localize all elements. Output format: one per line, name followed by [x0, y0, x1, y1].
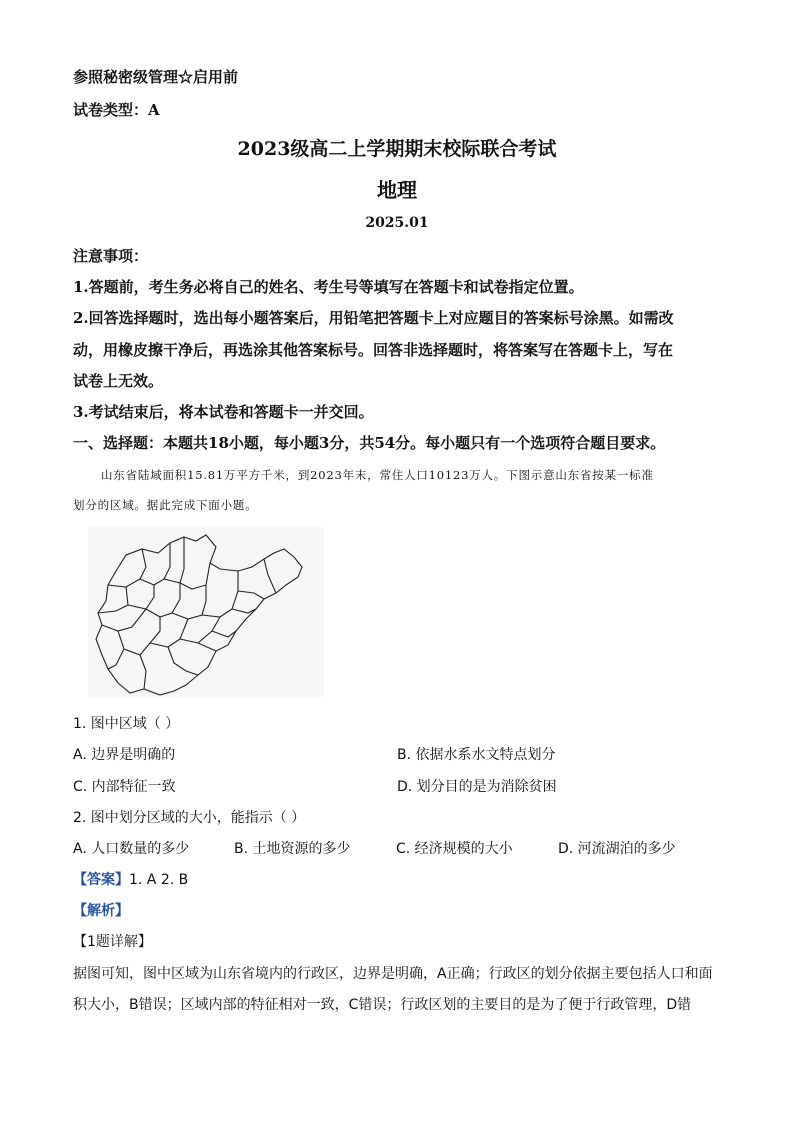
analysis-tag: 【解析】 — [73, 903, 129, 919]
analysis-detail-tag: 【1题详解】 — [73, 934, 152, 950]
answer-line — [73, 869, 188, 889]
q1-option-c[interactable]: C. 内部特征一致 — [73, 779, 176, 795]
q1-option-d[interactable]: D. 划分目的是为消除贫困 — [397, 779, 557, 795]
notice-item-2-line-2: 动，用橡皮擦干净后，再选涂其他答案标号。回答非选择题时，将答案写在答题卡上，写在 — [73, 341, 674, 359]
subject-title: 地理 — [377, 178, 417, 202]
section-heading: 一、选择题：本题共18小题，每小题3分，共54分。每小题只有一个选项符合题目要求。 — [73, 434, 666, 452]
q1-option-a[interactable]: A. 边界是明确的 — [73, 747, 176, 763]
notice-item-1: 1.答题前，考生务必将自己的姓名、考生号等填写在答题卡和试卷指定位置。 — [73, 278, 584, 296]
q1-option-b[interactable]: B. 依据水系水文特点划分 — [397, 747, 556, 763]
shandong-region-map — [88, 527, 324, 697]
secret-level: 参照秘密级管理☆启用前 — [73, 68, 239, 86]
q2-option-d[interactable]: D. 河流湖泊的多少 — [558, 841, 676, 857]
material-line-1: 山东省陆域面积15.81万平方千米，到2023年末，常住人口10123万人。下图示意山东省按某一标准 — [101, 468, 654, 482]
analysis-line-1: 据图可知，图中区域为山东省境内的行政区，边界是明确，A正确；行政区的划分依据主要包括人口和面 — [73, 966, 713, 982]
answer-text: 1. A 2. B — [129, 872, 189, 888]
q2-option-c[interactable]: C. 经济规模的大小 — [396, 841, 513, 857]
analysis-line-2: 积大小，B错误；区域内部的特征相对一致，C错误；行政区划的主要目的是为了便于行政管理，D错 — [73, 997, 692, 1013]
notice-item-2-line-3: 试卷上无效。 — [73, 372, 164, 390]
question-1-stem: 1. 图中区域（ ） — [73, 716, 180, 732]
exam-title: 2023级高二上学期期末校际联合考试 — [237, 138, 557, 160]
answer-tag: 【答案】 — [73, 872, 129, 888]
paper-type: 试卷类型：A — [73, 101, 160, 119]
notice-heading: 注意事项： — [73, 247, 149, 265]
q2-option-b[interactable]: B. 土地资源的多少 — [234, 841, 351, 857]
question-2-stem: 2. 图中划分区域的大小，能指示（ ） — [73, 810, 306, 826]
notice-item-2-line-1: 2.回答选择题时，选出每小题答案后，用铅笔把答题卡上对应题目的答案标号涂黑。如需改 — [73, 309, 674, 327]
material-line-2: 划分的区域。据此完成下面小题。 — [73, 498, 258, 512]
notice-item-3: 3.考试结束后，将本试卷和答题卡一并交回。 — [73, 403, 374, 421]
q2-option-a[interactable]: A. 人口数量的多少 — [73, 841, 190, 857]
exam-date: 2025.01 — [365, 215, 429, 231]
